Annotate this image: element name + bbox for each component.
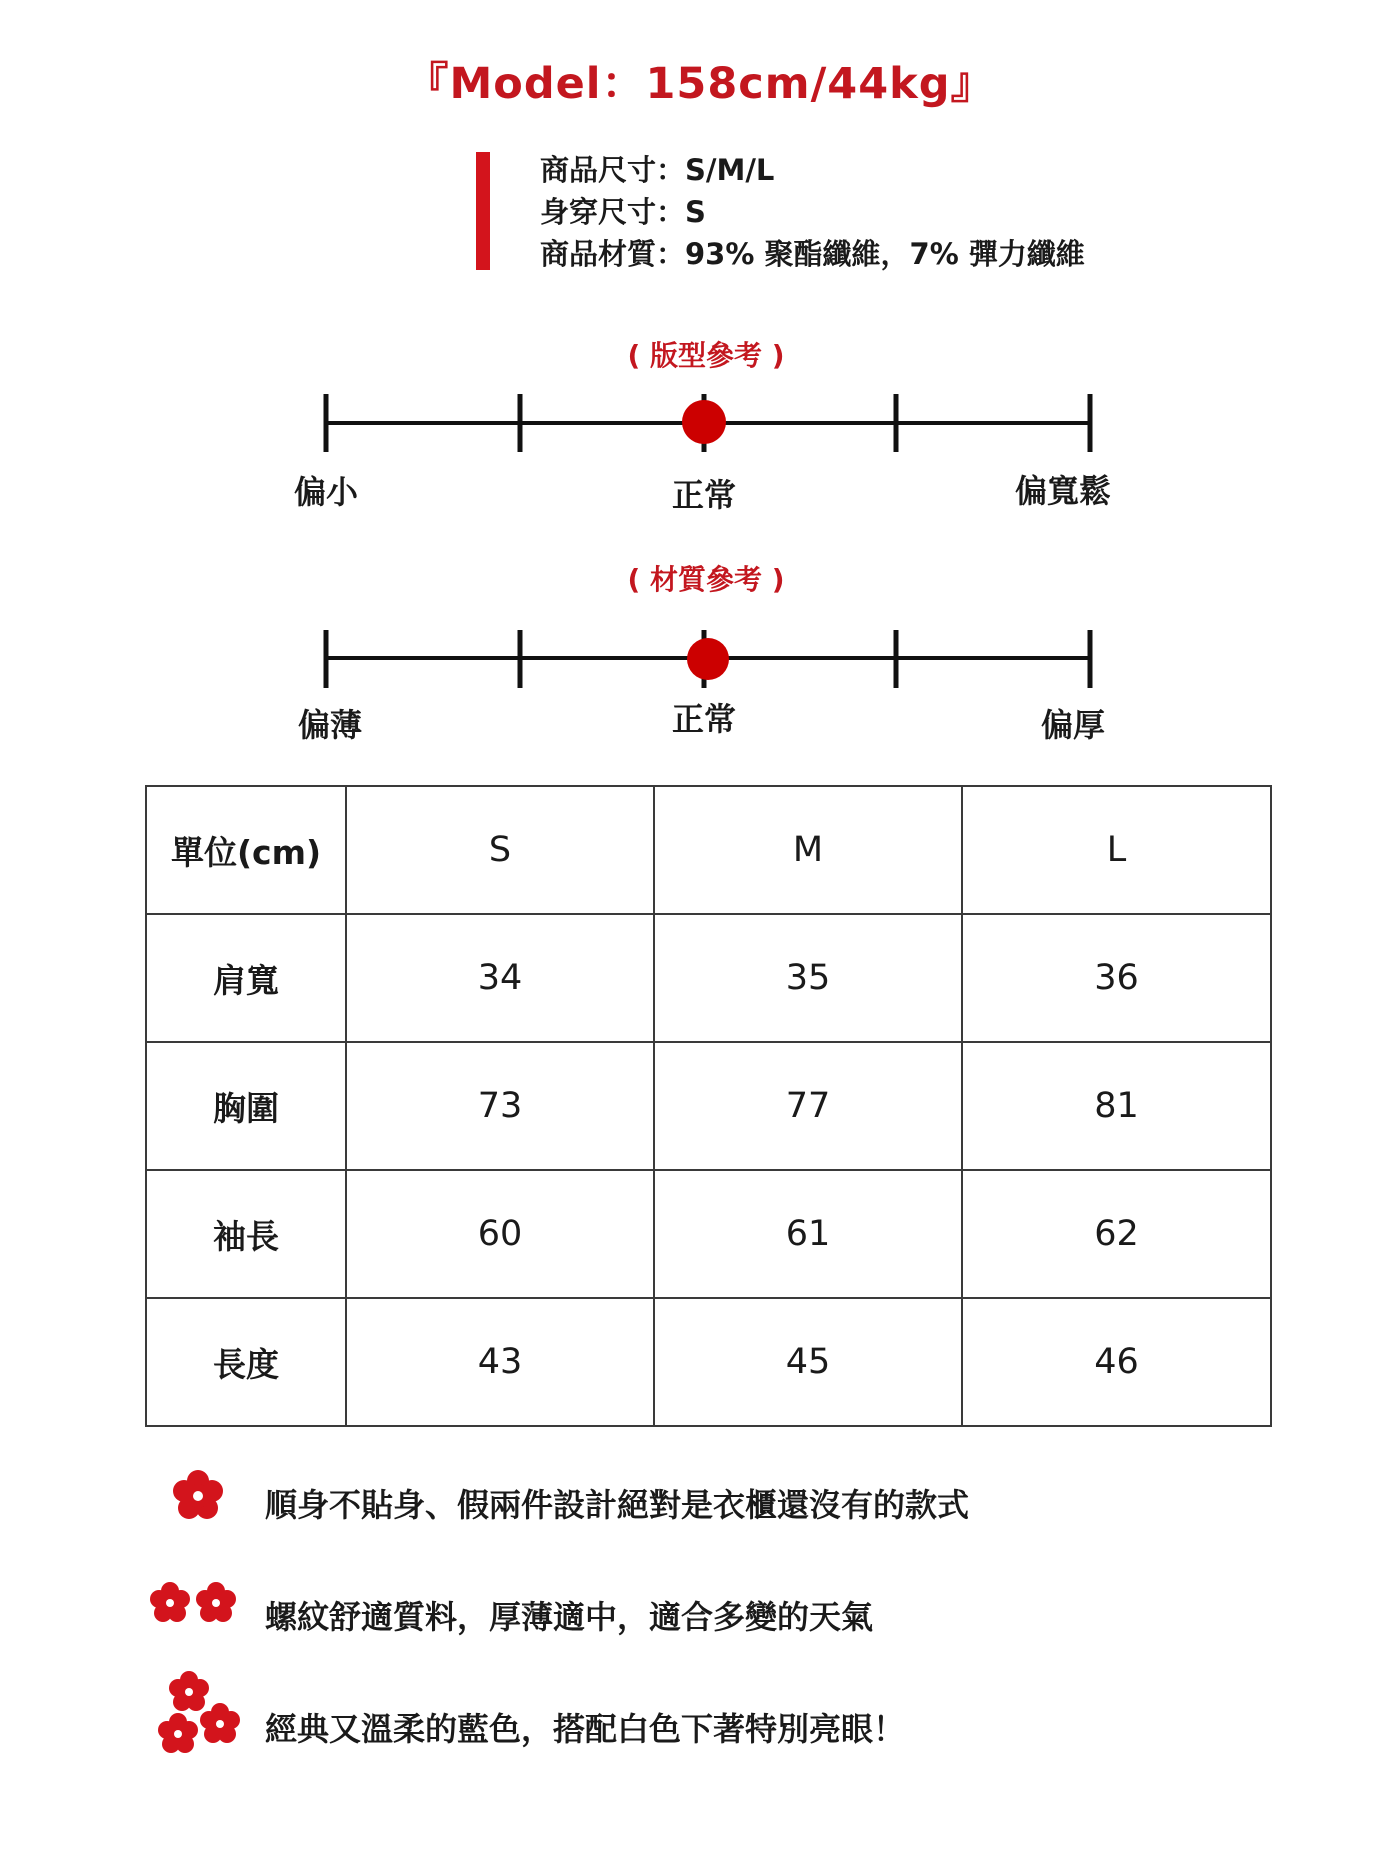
material-label-normal: 正常: [671, 700, 737, 738]
table-cell: 45: [654, 1298, 962, 1426]
table-cell: 81: [962, 1042, 1271, 1170]
material-label-thin: 偏薄: [297, 706, 363, 744]
one-flower-icon: [170, 1468, 226, 1524]
row-label: 袖長: [146, 1170, 346, 1298]
table-cell: 60: [346, 1170, 654, 1298]
row-label: 胸圍: [146, 1042, 346, 1170]
table-cell: 35: [654, 914, 962, 1042]
three-flowers-icon: [158, 1670, 244, 1762]
table-header-size-m: M: [654, 786, 962, 914]
material-scale-heading: ( 材質參考 ): [627, 563, 785, 596]
table-cell: 77: [654, 1042, 962, 1170]
table-header-row: [146, 786, 1271, 914]
table-cell: 43: [346, 1298, 654, 1426]
model-title: 『Model：158cm/44kg』: [405, 59, 995, 109]
row-label: 肩寬: [146, 914, 346, 1042]
spec-worn-size: 身穿尺寸：S: [540, 195, 706, 229]
table-header-size-s: S: [346, 786, 654, 914]
table-cell: 62: [962, 1170, 1271, 1298]
material-scale-marker: [687, 638, 729, 680]
table-cell: 61: [654, 1170, 962, 1298]
material-label-thick: 偏厚: [1040, 706, 1106, 744]
table-cell: 34: [346, 914, 654, 1042]
spec-material: 商品材質：93% 聚酯纖維，7% 彈力纖維: [540, 237, 1085, 271]
table-cell: 73: [346, 1042, 654, 1170]
table-row: [146, 1170, 1271, 1298]
spec-accent-bar: [476, 152, 490, 270]
table-cell: 46: [962, 1298, 1271, 1426]
row-label: 長度: [146, 1298, 346, 1426]
feature-item: 螺紋舒適質料，厚薄適中，適合多變的天氣: [265, 1598, 874, 1636]
fit-label-normal: 正常: [671, 476, 737, 514]
table-header-unit: 單位(cm): [146, 786, 346, 914]
fit-label-small: 偏小: [293, 473, 359, 511]
feature-item: 經典又溫柔的藍色，搭配白色下著特別亮眼！: [265, 1710, 906, 1748]
table-row: [146, 1042, 1271, 1170]
spec-list: [540, 149, 1085, 275]
table-row: [146, 1298, 1271, 1426]
table-row: [146, 914, 1271, 1042]
fit-scale-heading: ( 版型參考 ): [627, 339, 785, 372]
feature-item: 順身不貼身、假兩件設計絕對是衣櫃還沒有的款式: [265, 1486, 970, 1524]
table-cell: 36: [962, 914, 1271, 1042]
fit-scale-marker: [682, 400, 726, 444]
size-table: [145, 785, 1272, 1427]
table-header-size-l: L: [962, 786, 1271, 914]
fit-label-loose: 偏寬鬆: [1014, 472, 1112, 510]
two-flowers-icon: [148, 1581, 240, 1627]
spec-product-size: 商品尺寸：S/M/L: [540, 153, 775, 187]
